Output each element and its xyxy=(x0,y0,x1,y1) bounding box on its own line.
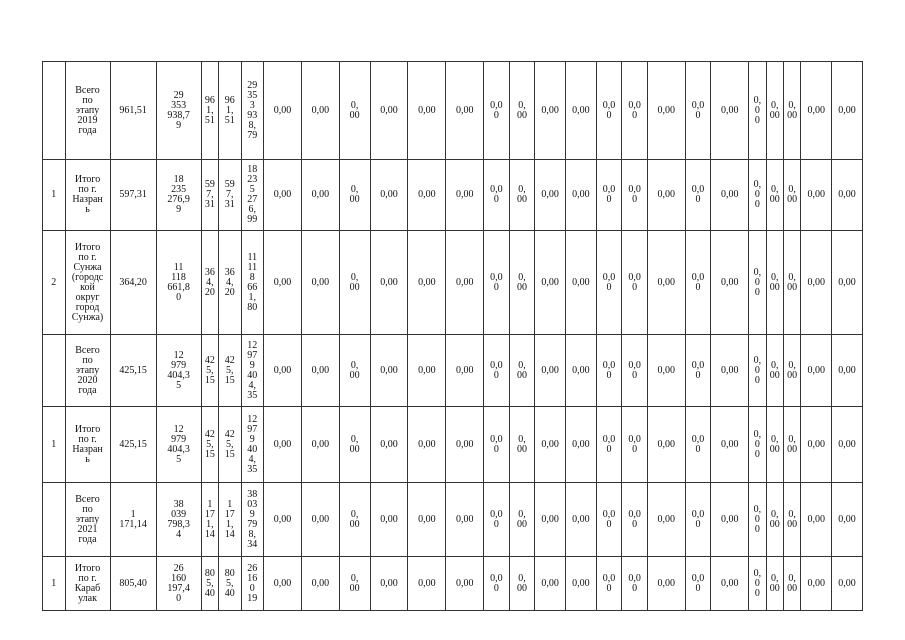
cost-cell: 38 039 798,3 4 xyxy=(156,483,201,557)
zero-value-cell: 0,00 xyxy=(264,407,302,483)
row-name-cell: Всего по этапу 2021 года xyxy=(65,483,110,557)
zero-value-cell: 0,00 xyxy=(832,231,863,335)
table-body xyxy=(43,62,863,611)
table-row xyxy=(43,335,863,407)
zero-value-cell: 0,0 0 xyxy=(484,231,510,335)
zero-value-cell: 0,00 xyxy=(566,160,597,231)
zero-value-cell: 0,00 xyxy=(711,160,749,231)
zero-value-cell: 0,0 0 xyxy=(596,62,622,160)
zero-value-cell: 0,0 0 xyxy=(622,335,648,407)
zero-value-cell: 0,00 xyxy=(301,160,339,231)
cost-cell: 18 235 276,9 9 xyxy=(156,160,201,231)
zero-value-cell: 0, 0 0 xyxy=(749,557,766,611)
value-cell: 42 5, 15 xyxy=(201,407,218,483)
row-number-cell: 2 xyxy=(43,231,66,335)
zero-value-cell: 0, 00 xyxy=(783,335,800,407)
zero-value-cell: 0,00 xyxy=(711,231,749,335)
zero-value-cell: 0,00 xyxy=(711,335,749,407)
zero-value-cell: 0,0 0 xyxy=(685,483,711,557)
area-cell: 597,31 xyxy=(110,160,156,231)
zero-value-cell: 0,00 xyxy=(566,335,597,407)
zero-value-cell: 0, 00 xyxy=(509,231,535,335)
zero-value-cell: 0,0 0 xyxy=(685,407,711,483)
total-cell: 38 03 9 79 8, 34 xyxy=(241,483,264,557)
zero-value-cell: 0,0 0 xyxy=(596,557,622,611)
zero-value-cell: 0,00 xyxy=(535,62,566,160)
area-cell: 805,40 xyxy=(110,557,156,611)
zero-value-cell: 0, 00 xyxy=(339,231,370,335)
zero-value-cell: 0, 00 xyxy=(339,335,370,407)
zero-value-cell: 0,0 0 xyxy=(484,335,510,407)
zero-value-cell: 0,00 xyxy=(370,407,408,483)
zero-value-cell: 0,0 0 xyxy=(596,160,622,231)
zero-value-cell: 0,0 0 xyxy=(685,231,711,335)
zero-value-cell: 0,00 xyxy=(408,160,446,231)
zero-value-cell: 0, 00 xyxy=(766,231,783,335)
zero-value-cell: 0,00 xyxy=(408,483,446,557)
value-cell: 1 17 1, 14 xyxy=(201,483,218,557)
total-cell: 12 97 9 40 4, 35 xyxy=(241,335,264,407)
zero-value-cell: 0,00 xyxy=(566,407,597,483)
zero-value-cell: 0,00 xyxy=(446,160,484,231)
zero-value-cell: 0,00 xyxy=(370,557,408,611)
zero-value-cell: 0, 00 xyxy=(339,62,370,160)
zero-value-cell: 0, 00 xyxy=(509,483,535,557)
zero-value-cell: 0, 00 xyxy=(509,557,535,611)
value-cell: 59 7, 31 xyxy=(201,160,218,231)
zero-value-cell: 0,0 0 xyxy=(596,335,622,407)
zero-value-cell: 0,00 xyxy=(535,335,566,407)
zero-value-cell: 0,00 xyxy=(832,62,863,160)
zero-value-cell: 0,00 xyxy=(446,483,484,557)
zero-value-cell: 0,0 0 xyxy=(622,407,648,483)
zero-value-cell: 0,00 xyxy=(647,160,685,231)
zero-value-cell: 0,00 xyxy=(801,557,832,611)
zero-value-cell: 0, 00 xyxy=(783,231,800,335)
zero-value-cell: 0, 00 xyxy=(339,160,370,231)
zero-value-cell: 0,00 xyxy=(408,231,446,335)
table-row xyxy=(43,407,863,483)
value-cell: 96 1, 51 xyxy=(201,62,218,160)
zero-value-cell: 0, 00 xyxy=(783,160,800,231)
zero-value-cell: 0,0 0 xyxy=(622,62,648,160)
total-cell: 29 35 3 93 8, 79 xyxy=(241,62,264,160)
zero-value-cell: 0,00 xyxy=(535,407,566,483)
zero-value-cell: 0,00 xyxy=(647,557,685,611)
zero-value-cell: 0,00 xyxy=(264,483,302,557)
zero-value-cell: 0,0 0 xyxy=(484,557,510,611)
zero-value-cell: 0, 0 0 xyxy=(749,231,766,335)
cost-cell: 11 118 661,8 0 xyxy=(156,231,201,335)
zero-value-cell: 0,00 xyxy=(535,160,566,231)
value-cell: 42 5, 15 xyxy=(219,335,242,407)
zero-value-cell: 0,00 xyxy=(301,483,339,557)
zero-value-cell: 0,00 xyxy=(301,62,339,160)
row-name-cell: Итого по г. Назран ь xyxy=(65,160,110,231)
zero-value-cell: 0, 0 0 xyxy=(749,62,766,160)
table-row xyxy=(43,160,863,231)
value-cell: 80 5, 40 xyxy=(201,557,218,611)
zero-value-cell: 0, 00 xyxy=(339,483,370,557)
zero-value-cell: 0, 00 xyxy=(766,557,783,611)
zero-value-cell: 0,00 xyxy=(301,335,339,407)
zero-value-cell: 0, 0 0 xyxy=(749,483,766,557)
zero-value-cell: 0,00 xyxy=(264,62,302,160)
zero-value-cell: 0,0 0 xyxy=(596,407,622,483)
zero-value-cell: 0,00 xyxy=(535,557,566,611)
zero-value-cell: 0,00 xyxy=(832,335,863,407)
zero-value-cell: 0, 00 xyxy=(783,557,800,611)
zero-value-cell: 0,0 0 xyxy=(484,62,510,160)
zero-value-cell: 0,00 xyxy=(264,335,302,407)
total-cell: 26 16 0 19 xyxy=(241,557,264,611)
row-name-cell: Всего по этапу 2020 года xyxy=(65,335,110,407)
zero-value-cell: 0,00 xyxy=(446,557,484,611)
row-number-cell: 1 xyxy=(43,407,66,483)
value-cell: 96 1, 51 xyxy=(219,62,242,160)
zero-value-cell: 0,00 xyxy=(370,335,408,407)
zero-value-cell: 0, 00 xyxy=(509,335,535,407)
cost-cell: 26 160 197,4 0 xyxy=(156,557,201,611)
zero-value-cell: 0,00 xyxy=(264,231,302,335)
zero-value-cell: 0,00 xyxy=(801,483,832,557)
zero-value-cell: 0,00 xyxy=(535,483,566,557)
zero-value-cell: 0,00 xyxy=(446,407,484,483)
zero-value-cell: 0,0 0 xyxy=(484,483,510,557)
zero-value-cell: 0,00 xyxy=(446,231,484,335)
zero-value-cell: 0,00 xyxy=(832,407,863,483)
zero-value-cell: 0,00 xyxy=(301,407,339,483)
row-number-cell xyxy=(43,483,66,557)
cost-cell: 12 979 404,3 5 xyxy=(156,335,201,407)
data-table xyxy=(42,61,863,611)
zero-value-cell: 0, 00 xyxy=(783,407,800,483)
zero-value-cell: 0,00 xyxy=(832,557,863,611)
zero-value-cell: 0,00 xyxy=(370,62,408,160)
zero-value-cell: 0,0 0 xyxy=(622,557,648,611)
value-cell: 42 5, 15 xyxy=(201,335,218,407)
zero-value-cell: 0,00 xyxy=(801,407,832,483)
value-cell: 36 4, 20 xyxy=(219,231,242,335)
zero-value-cell: 0,00 xyxy=(801,231,832,335)
value-cell: 59 7, 31 xyxy=(219,160,242,231)
zero-value-cell: 0, 00 xyxy=(509,407,535,483)
zero-value-cell: 0, 00 xyxy=(339,557,370,611)
cost-cell: 12 979 404,3 5 xyxy=(156,407,201,483)
area-cell: 1 171,14 xyxy=(110,483,156,557)
zero-value-cell: 0,00 xyxy=(301,231,339,335)
zero-value-cell: 0,00 xyxy=(408,557,446,611)
zero-value-cell: 0,00 xyxy=(801,335,832,407)
table-row xyxy=(43,557,863,611)
zero-value-cell: 0,00 xyxy=(566,62,597,160)
zero-value-cell: 0, 0 0 xyxy=(749,407,766,483)
zero-value-cell: 0,0 0 xyxy=(596,231,622,335)
zero-value-cell: 0, 00 xyxy=(766,62,783,160)
zero-value-cell: 0,00 xyxy=(647,62,685,160)
zero-value-cell: 0,00 xyxy=(647,483,685,557)
row-name-cell: Итого по г. Сунжа (городс кой округ город Сунжа) xyxy=(65,231,110,335)
zero-value-cell: 0,00 xyxy=(647,335,685,407)
value-cell: 1 17 1, 14 xyxy=(219,483,242,557)
zero-value-cell: 0,0 0 xyxy=(484,407,510,483)
zero-value-cell: 0,00 xyxy=(370,160,408,231)
value-cell: 80 5, 40 xyxy=(219,557,242,611)
zero-value-cell: 0,00 xyxy=(566,557,597,611)
zero-value-cell: 0,0 0 xyxy=(622,231,648,335)
area-cell: 425,15 xyxy=(110,335,156,407)
zero-value-cell: 0,00 xyxy=(647,231,685,335)
zero-value-cell: 0,00 xyxy=(647,407,685,483)
zero-value-cell: 0,0 0 xyxy=(622,160,648,231)
zero-value-cell: 0,00 xyxy=(446,335,484,407)
zero-value-cell: 0,00 xyxy=(566,483,597,557)
value-cell: 36 4, 20 xyxy=(201,231,218,335)
zero-value-cell: 0,00 xyxy=(535,231,566,335)
zero-value-cell: 0, 00 xyxy=(509,160,535,231)
row-name-cell: Итого по г. Назран ь xyxy=(65,407,110,483)
row-number-cell xyxy=(43,62,66,160)
zero-value-cell: 0,00 xyxy=(264,557,302,611)
zero-value-cell: 0, 00 xyxy=(766,335,783,407)
zero-value-cell: 0, 0 0 xyxy=(749,160,766,231)
zero-value-cell: 0,0 0 xyxy=(484,160,510,231)
zero-value-cell: 0,00 xyxy=(711,557,749,611)
zero-value-cell: 0, 00 xyxy=(766,160,783,231)
zero-value-cell: 0,0 0 xyxy=(685,335,711,407)
zero-value-cell: 0,0 0 xyxy=(685,160,711,231)
zero-value-cell: 0,0 0 xyxy=(685,557,711,611)
row-number-cell: 1 xyxy=(43,160,66,231)
area-cell: 961,51 xyxy=(110,62,156,160)
zero-value-cell: 0,00 xyxy=(801,160,832,231)
zero-value-cell: 0,00 xyxy=(301,557,339,611)
zero-value-cell: 0,00 xyxy=(711,483,749,557)
zero-value-cell: 0, 00 xyxy=(509,62,535,160)
zero-value-cell: 0,00 xyxy=(264,160,302,231)
zero-value-cell: 0,0 0 xyxy=(622,483,648,557)
zero-value-cell: 0,00 xyxy=(832,483,863,557)
cost-cell: 29 353 938,7 9 xyxy=(156,62,201,160)
zero-value-cell: 0,00 xyxy=(446,62,484,160)
row-number-cell xyxy=(43,335,66,407)
zero-value-cell: 0,00 xyxy=(370,231,408,335)
row-name-cell: Всего по этапу 2019 года xyxy=(65,62,110,160)
zero-value-cell: 0,00 xyxy=(801,62,832,160)
zero-value-cell: 0,00 xyxy=(408,407,446,483)
total-cell: 12 97 9 40 4, 35 xyxy=(241,407,264,483)
zero-value-cell: 0, 00 xyxy=(766,407,783,483)
table-row xyxy=(43,483,863,557)
zero-value-cell: 0,0 0 xyxy=(596,483,622,557)
table-row xyxy=(43,231,863,335)
zero-value-cell: 0, 00 xyxy=(783,62,800,160)
zero-value-cell: 0,0 0 xyxy=(685,62,711,160)
row-number-cell: 1 xyxy=(43,557,66,611)
area-cell: 364,20 xyxy=(110,231,156,335)
zero-value-cell: 0,00 xyxy=(408,62,446,160)
row-name-cell: Итого по г. Караб улак xyxy=(65,557,110,611)
zero-value-cell: 0,00 xyxy=(408,335,446,407)
zero-value-cell: 0, 00 xyxy=(339,407,370,483)
total-cell: 11 11 8 66 1, 80 xyxy=(241,231,264,335)
zero-value-cell: 0,00 xyxy=(832,160,863,231)
total-cell: 18 23 5 27 6, 99 xyxy=(241,160,264,231)
zero-value-cell: 0, 00 xyxy=(783,483,800,557)
zero-value-cell: 0, 00 xyxy=(766,483,783,557)
zero-value-cell: 0,00 xyxy=(566,231,597,335)
value-cell: 42 5, 15 xyxy=(219,407,242,483)
table-row xyxy=(43,62,863,160)
zero-value-cell: 0,00 xyxy=(711,407,749,483)
area-cell: 425,15 xyxy=(110,407,156,483)
zero-value-cell: 0,00 xyxy=(370,483,408,557)
zero-value-cell: 0, 0 0 xyxy=(749,335,766,407)
zero-value-cell: 0,00 xyxy=(711,62,749,160)
